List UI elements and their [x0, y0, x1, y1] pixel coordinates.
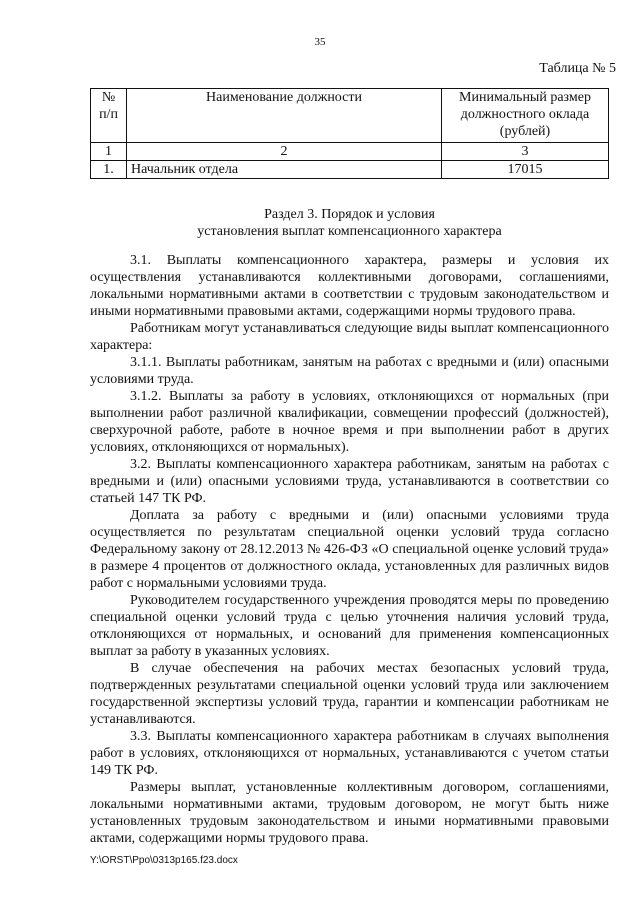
header-salary-line1: Минимальный размер: [459, 90, 591, 105]
header-number-line1: №: [101, 90, 116, 105]
header-position: Наименование должности: [127, 89, 442, 143]
section-title: [90, 206, 609, 240]
row-salary: 17015: [442, 161, 609, 179]
section-title-line1: Раздел 3. Порядок и условия: [264, 207, 435, 222]
paragraph: В случае обеспечения на рабочих местах безопасных условий труда, подтвержденных результатами специальной оценки условий труда или заключением государственной экспертизы условий труда, гарантии и компенсации работникам не устанавливаются.: [90, 661, 609, 727]
paragraph: 3.1. Выплаты компенсационного характера, размеры и условия их осуществления устанавливаются коллективными договорами, соглашениями, локальными нормативными актами в соответствии с трудовым законодательством и иными нормативными правовыми актами, содержащими нормы трудового права.: [90, 253, 609, 319]
salary-table: [90, 88, 609, 179]
paragraph: Размеры выплат, установленные коллективным договором, соглашениями, локальными нормативными актами, трудовым договором, не могут быть ниже установленных трудовым законодательством и иными нормативными правовыми актами, содержащими нормы трудового права.: [90, 780, 609, 846]
header-salary: [442, 89, 609, 143]
page-number: 35: [314, 36, 326, 48]
header-salary-line2: должностного оклада: [460, 107, 590, 122]
paragraph: 3.3. Выплаты компенсационного характера работникам в случаях выполнения работ в условиях, отклоняющихся от нормальных, устанавливаются с учетом статьи 149 ТК РФ.: [90, 729, 609, 778]
header-number: [91, 89, 127, 143]
header-number-line2: п/п: [99, 107, 118, 122]
table-row: [91, 161, 609, 179]
paragraph: Доплата за работу с вредными и (или) опасными условиями труда осуществляется по результатам специальной оценки условий труда согласно Федеральному закону от 28.12.2013 № 426-ФЗ «О специальной оценке условий труда» в размере 4 процентов от должностного оклада, установленных для различных видов работ с нормальными условиями труда.: [90, 508, 609, 591]
paragraph: 3.2. Выплаты компенсационного характера работникам, занятым на работах с вредными и (или) опасными условиями труда, устанавливаются в соответствии со статьей 147 ТК РФ.: [90, 457, 609, 506]
paragraph: 3.1.2. Выплаты за работу в условиях, отклоняющихся от нормальных (при выполнении работ различной квалификации, совмещении профессий (должностей), сверхурочной работе, работе в ночное время и при выполнении работ в других условиях, отклоняющихся от нормальных).: [90, 389, 609, 455]
row-position: Начальник отдела: [127, 161, 442, 179]
numbering-cell: 3: [442, 143, 609, 161]
table-header-row: [91, 89, 609, 143]
section-title-line2: установления выплат компенсационного характера: [197, 224, 502, 239]
numbering-cell: 1: [91, 143, 127, 161]
paragraph: Руководителем государственного учреждения проводятся меры по проведению специальной оценки условий труда с целью уточнения наличия условий труда, отклоняющихся от нормальных, и оснований для применения компенсационных выплат за работу в указанных условиях.: [90, 593, 609, 659]
row-number: 1.: [91, 161, 127, 179]
paragraph: Работникам могут устанавливаться следующие виды выплат компенсационного характера:: [90, 321, 609, 353]
table-numbering-row: [91, 143, 609, 161]
footer-file-path: Y:\ORST\Ppo\0313p165.f23.docx: [90, 855, 238, 866]
header-salary-line3: (рублей): [499, 124, 551, 139]
body-text: [90, 252, 609, 847]
numbering-cell: 2: [127, 143, 442, 161]
table-caption: Таблица № 5: [539, 61, 616, 76]
paragraph: 3.1.1. Выплаты работникам, занятым на работах с вредными и (или) опасными условиями труда.: [90, 355, 609, 387]
